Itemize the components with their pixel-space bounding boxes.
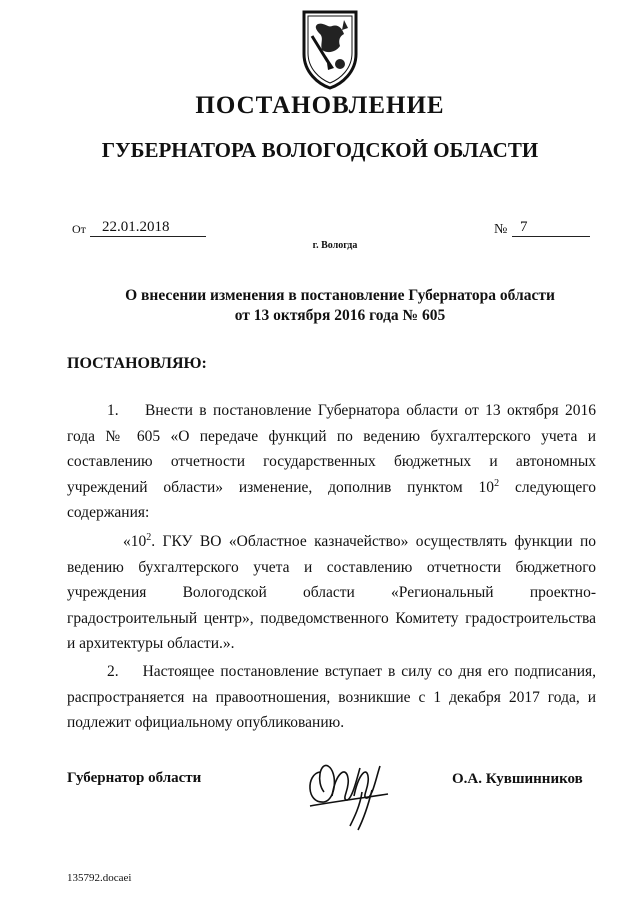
- city-label: г. Вологда: [312, 240, 358, 251]
- paragraph-1-text: Внести в постановление Губернатора области от 13 октября 2016 года № 605 «О передаче функций по ведению бухгалтерского учета и составлению отчетности государственных бюджетных и автономных учреждений области» изменение, дополнив пунктом 10: [67, 402, 597, 496]
- document-subtitle: ГУБЕРНАТОРА ВОЛОГОДСКОЙ ОБЛАСТИ: [101, 138, 539, 162]
- decree-word: ПОСТАНОВЛЯЮ:: [67, 355, 207, 372]
- number-value: 7: [512, 218, 590, 237]
- paragraph-quote: [67, 529, 596, 657]
- paragraph-1-number: 1.: [107, 402, 119, 419]
- paragraph-1: [67, 398, 596, 526]
- signer-name: О.А. Кувшинников: [452, 771, 583, 787]
- paragraph-2-number: 2.: [107, 663, 119, 680]
- coat-of-arms-icon: [298, 6, 362, 90]
- quote-start: «10: [123, 533, 147, 550]
- document-reference: 135792.docaei: [67, 872, 132, 884]
- paragraph-1-sup: 2: [494, 477, 500, 489]
- subject-line-1: О внесении изменения в постановление Губернатора области: [125, 287, 555, 304]
- document-title: ПОСТАНОВЛЕНИЕ: [195, 92, 445, 119]
- date-value: 22.01.2018: [90, 218, 206, 237]
- signer-title: Губернатор области: [67, 770, 202, 786]
- subject-line-2: от 13 октября 2016 года № 605: [234, 307, 446, 324]
- document-subject: [0, 286, 640, 326]
- paragraph-2: [67, 659, 596, 736]
- paragraph-1-tail: следующего содержания:: [67, 478, 596, 521]
- paragraph-2-text: Настоящее постановление вступает в силу со дня его подписания, распространяется на правоотношения, возникшие с 1 декабря 2017 года, и подлежит официальному опубликованию.: [67, 663, 597, 731]
- number-label: №: [494, 222, 508, 237]
- signature-icon: [302, 752, 394, 834]
- date-label: От: [72, 222, 86, 236]
- quote-sup: 2: [146, 531, 152, 543]
- quote-text: . ГКУ ВО «Областное казначейство» осуществлять функции по ведению бухгалтерского учета и составлению отчетности бюджетного учреждения Вологодской области «Региональный проектно-градостроительный центр», подведомственного Комитету градостроительства и архитектуры области.».: [67, 533, 596, 652]
